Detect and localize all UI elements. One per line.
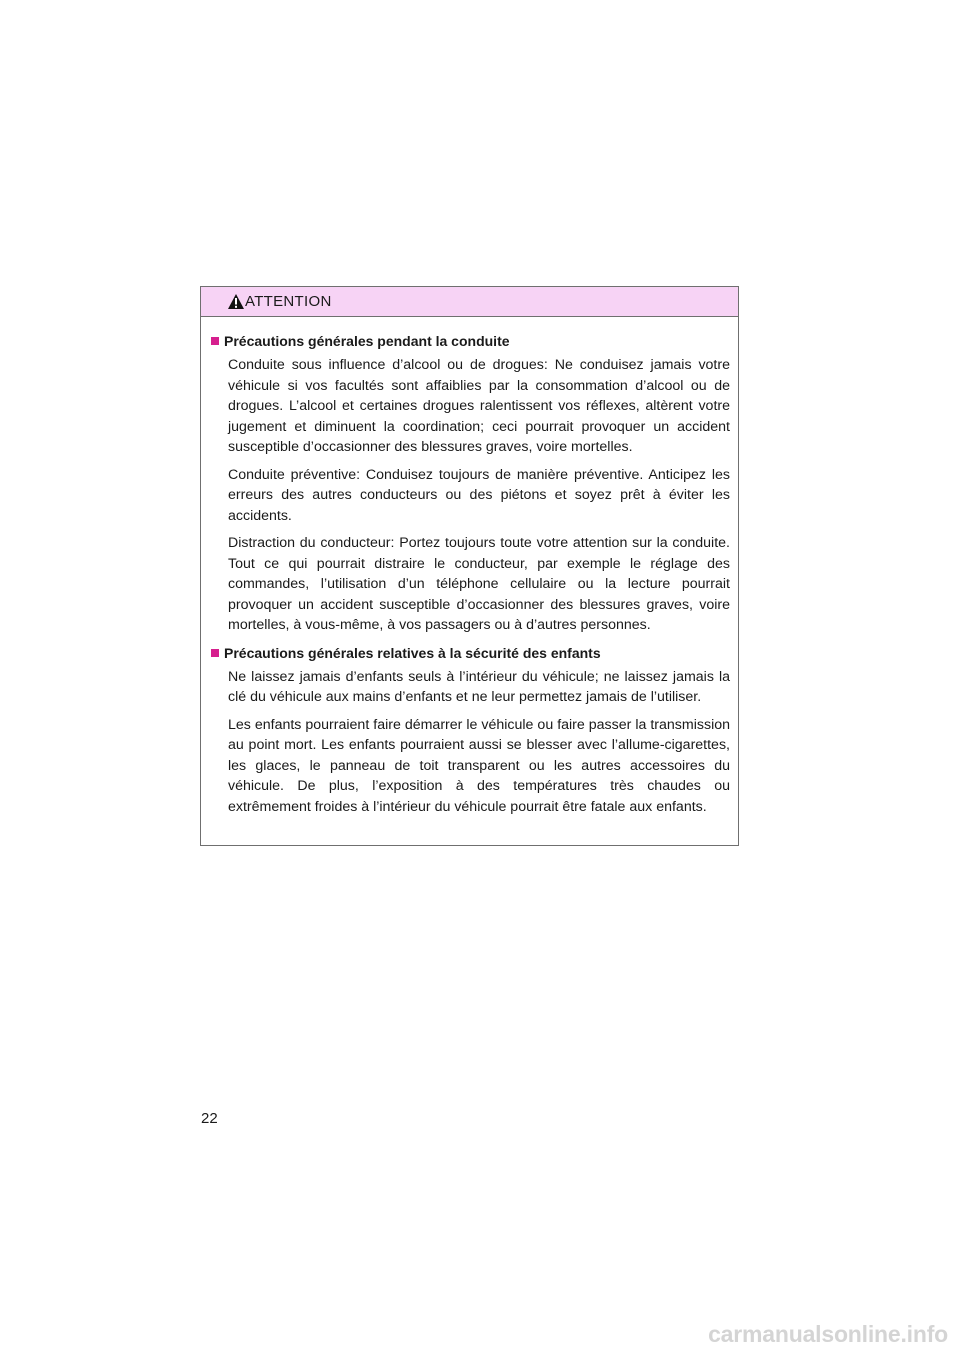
warning-content xyxy=(201,317,738,817)
square-bullet-icon xyxy=(211,649,219,657)
paragraph: Ne laissez jamais d’enfants seuls à l’intérieur du véhicule; ne laissez jamais la clé du véhicule aux mains d’enfants et ne leur permettez jamais de l’utiliser. xyxy=(228,668,730,705)
paragraph: Conduite préventive: Conduisez toujours de manière préventive. Anticipez les erreurs des autres conducteurs ou des piétons et soyez prêt à éviter les accidents. xyxy=(228,466,730,524)
section-heading xyxy=(211,643,730,663)
paragraph: Conduite sous influence d’alcool ou de drogues: Ne conduisez jamais votre véhicule si vos facultés sont affaiblies par la consommation d’alcool ou de drogues. L’alcool et certaines drogues ralentissent vos réflexes, altèrent votre jugement et diminuent la coordination; ceci pourrait provoquer un accident susceptible d’occasionner des blessures graves, voire mortelles. xyxy=(228,357,730,455)
warning-box xyxy=(200,286,739,846)
section-heading-text: Précautions générales pendant la conduite xyxy=(224,333,510,349)
square-bullet-icon xyxy=(211,337,219,345)
warning-triangle-icon xyxy=(227,293,245,310)
section-heading-text: Précautions générales relatives à la sécurité des enfants xyxy=(224,644,601,661)
watermark: carmanualsonline.info xyxy=(708,1321,948,1347)
paragraph: Les enfants pourraient faire démarrer le véhicule ou faire passer la transmission au point mort. Les enfants pourraient aussi se blesser avec l’allume-cigarettes, les glaces, le panneau de toit transparent ou les autres accessoires du véhicule. De plus, l’exposition à des températures très chaudes ou extrêmement froides à l’intérieur du véhicule pourrait être fatale aux enfants. xyxy=(228,716,730,815)
section-heading xyxy=(211,331,730,351)
warning-title: ATTENTION xyxy=(245,293,332,310)
paragraph: Distraction du conducteur: Portez toujours toute votre attention sur la conduite. Tout ce qui pourrait distraire le conducteur, par exemple le réglage des commandes, l’utilisation d’un téléphone cellulaire ou la lecture pourrait provoquer un accident susceptible d’occasionner des blessures graves, voire mortelles, à vous-même, à vos passagers ou à d’autres personnes. xyxy=(228,535,730,633)
warning-header xyxy=(201,287,738,317)
page-number: 22 xyxy=(201,1110,218,1127)
